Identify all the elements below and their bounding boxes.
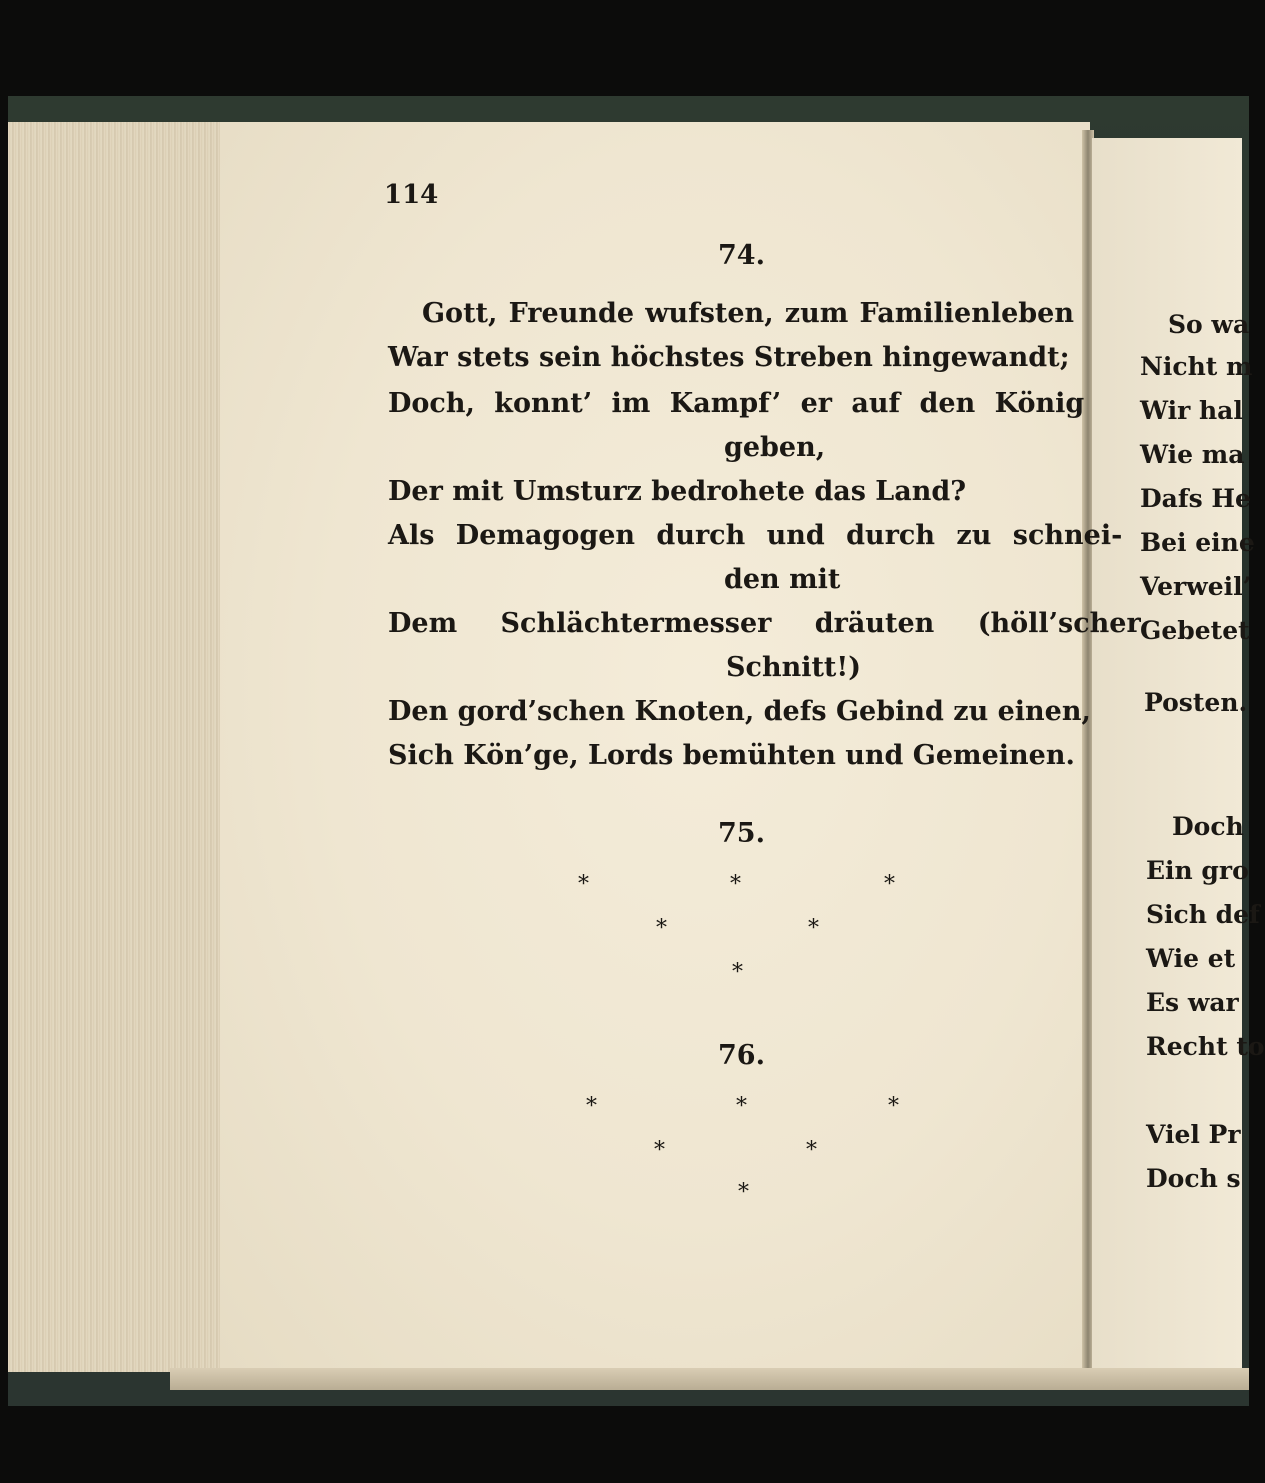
right-page-line: Wir hal — [1140, 396, 1243, 425]
asterism-star: * — [656, 916, 667, 941]
right-page-line: Posten. — [1144, 688, 1248, 717]
asterism-star: * — [884, 872, 895, 897]
section-heading-75: 75. — [718, 818, 765, 849]
right-page-line: Doch — [1172, 812, 1244, 841]
page-number: 114 — [384, 180, 439, 210]
poem-line: Gott, Freunde wufsten, zum Familienleben — [422, 298, 1074, 329]
poem-line: geben, — [724, 432, 826, 463]
asterism-star: * — [736, 1094, 747, 1119]
asterism-star: * — [654, 1138, 665, 1163]
section-heading-74: 74. — [718, 240, 765, 271]
asterism-star: * — [586, 1094, 597, 1119]
poem-line: War stets sein höchstes Streben hingewandt; — [388, 342, 1070, 373]
right-page-line: Gebetet — [1140, 616, 1250, 645]
poem-line: Doch, konnt’ im Kampf’ er auf den König — [388, 388, 1085, 419]
poem-line: Sich Kön’ge, Lords bemühten und Gemeinen. — [388, 740, 1075, 771]
bottom-page-edge — [170, 1368, 1249, 1390]
asterism-star: * — [738, 1180, 749, 1205]
poem-line: Schnitt!) — [726, 652, 862, 683]
right-page-line: Ein gro — [1146, 856, 1249, 885]
right-page-line: Doch s — [1146, 1164, 1241, 1193]
poem-line: den mit — [724, 564, 841, 595]
poem-line: Den gord’schen Knoten, defs Gebind zu einen, — [388, 696, 1091, 727]
asterism-star: * — [806, 1138, 817, 1163]
right-page-line: Recht to — [1146, 1032, 1265, 1061]
page-edges — [8, 122, 223, 1372]
asterism-star: * — [808, 916, 819, 941]
asterism-star: * — [888, 1094, 899, 1119]
asterism-star: * — [730, 872, 741, 897]
right-page-line: Dafs He — [1140, 484, 1251, 513]
right-page-line: Es war — [1146, 988, 1239, 1017]
poem-line: Der mit Umsturz bedrohete das Land? — [388, 476, 967, 507]
right-page-line: Viel Pr — [1146, 1120, 1241, 1149]
right-page-line: Wie et — [1146, 944, 1236, 973]
right-page-line: Wie ma — [1140, 440, 1245, 469]
poem-line: Dem Schlächtermesser dräuten (höll’scher — [388, 608, 1141, 639]
right-page-line: So wa — [1168, 310, 1250, 339]
asterism-star: * — [578, 872, 589, 897]
right-page-line: Sich def — [1146, 900, 1260, 929]
right-page-line: Verweil’ — [1140, 572, 1252, 601]
right-page-line: Nicht m — [1140, 352, 1253, 381]
poem-line: Als Demagogen durch und durch zu schnei- — [388, 520, 1123, 551]
asterism-star: * — [732, 960, 743, 985]
right-page-line: Bei eine — [1140, 528, 1255, 557]
section-heading-76: 76. — [718, 1040, 765, 1071]
